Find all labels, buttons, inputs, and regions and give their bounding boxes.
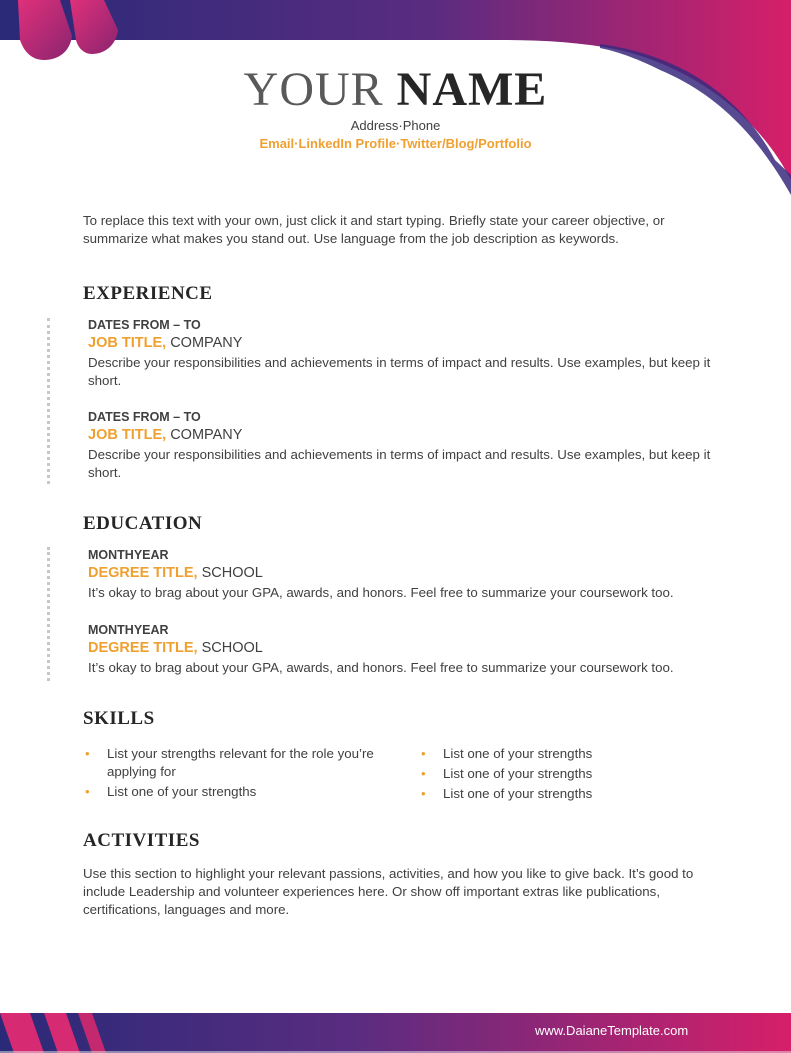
company: COMPANY <box>170 335 243 351</box>
activities-text: Use this section to highlight your relevant passions, activities, and how you like to give back. It’s good to include Leadership and volunteer experiences here. Or show off important extras like publications, certifications, languages and more. <box>83 866 694 917</box>
name-last: NAME <box>396 63 548 116</box>
entry-title-line <box>88 565 713 581</box>
skills-heading: SKILLS <box>83 708 155 729</box>
experience-entry <box>88 318 713 390</box>
entry-title-line <box>88 640 713 656</box>
contact-line-address: Address·Phone <box>350 118 441 133</box>
entry-title-line <box>88 335 713 351</box>
bullet-icon: • <box>421 786 426 801</box>
education-timeline <box>47 547 50 681</box>
experience-heading: EXPERIENCE <box>83 283 213 304</box>
job-title: JOB TITLE, <box>88 335 167 351</box>
job-title: JOB TITLE, <box>88 427 167 443</box>
skill-text: List one of your strengths <box>443 766 593 781</box>
skills-list-left <box>83 745 393 803</box>
skill-text: List one of your strengths <box>107 784 257 799</box>
school: SCHOOL <box>201 565 263 581</box>
skill-item <box>419 765 709 783</box>
resume-name <box>0 62 791 117</box>
entry-dates: DATES FROM – TO <box>88 410 201 424</box>
activities-heading: ACTIVITIES <box>83 830 200 851</box>
skill-text: List one of your strengths <box>443 786 593 801</box>
education-entry <box>88 548 713 602</box>
entry-description: Describe your responsibilities and achievements in terms of impact and results. Use examples, but keep it short. <box>88 447 711 480</box>
skill-item <box>83 783 393 801</box>
contact-line-links: Email·LinkedIn Profile·Twitter/Blog/Portfolio <box>259 136 532 151</box>
entry-description: It’s okay to brag about your GPA, awards, and honors. Feel free to summarize your coursework too. <box>88 660 674 675</box>
company: COMPANY <box>170 427 243 443</box>
degree-title: DEGREE TITLE, <box>88 565 198 581</box>
skills-list-right <box>419 745 709 805</box>
bullet-icon: • <box>85 784 90 799</box>
footer-website: www.DaianeTemplate.com <box>535 1023 689 1038</box>
degree-title: DEGREE TITLE, <box>88 640 198 656</box>
entry-dates: MONTHYEAR <box>88 623 169 637</box>
objective-text: To replace this text with your own, just click it and start typing. Briefly state your career objective, or summarize what makes you stand out. Use language from the job description as keywords. <box>83 213 665 246</box>
skill-item <box>419 785 709 803</box>
bullet-icon: • <box>85 746 90 761</box>
bullet-icon: • <box>421 746 426 761</box>
skill-text: List your strengths relevant for the role you’re applying for <box>107 746 374 779</box>
entry-dates: DATES FROM – TO <box>88 318 201 332</box>
bullet-icon: • <box>421 766 426 781</box>
name-first: YOUR <box>243 63 384 116</box>
experience-timeline <box>47 318 50 484</box>
entry-description: It’s okay to brag about your GPA, awards, and honors. Feel free to summarize your coursework too. <box>88 585 674 600</box>
school: SCHOOL <box>201 640 263 656</box>
education-entry <box>88 623 713 677</box>
entry-dates: MONTHYEAR <box>88 548 169 562</box>
entry-description: Describe your responsibilities and achievements in terms of impact and results. Use examples, but keep it short. <box>88 355 711 388</box>
experience-entry <box>88 410 713 482</box>
entry-title-line <box>88 427 713 443</box>
skill-item <box>419 745 709 763</box>
education-heading: EDUCATION <box>83 513 203 534</box>
skill-item <box>83 745 393 781</box>
skill-text: List one of your strengths <box>443 746 593 761</box>
